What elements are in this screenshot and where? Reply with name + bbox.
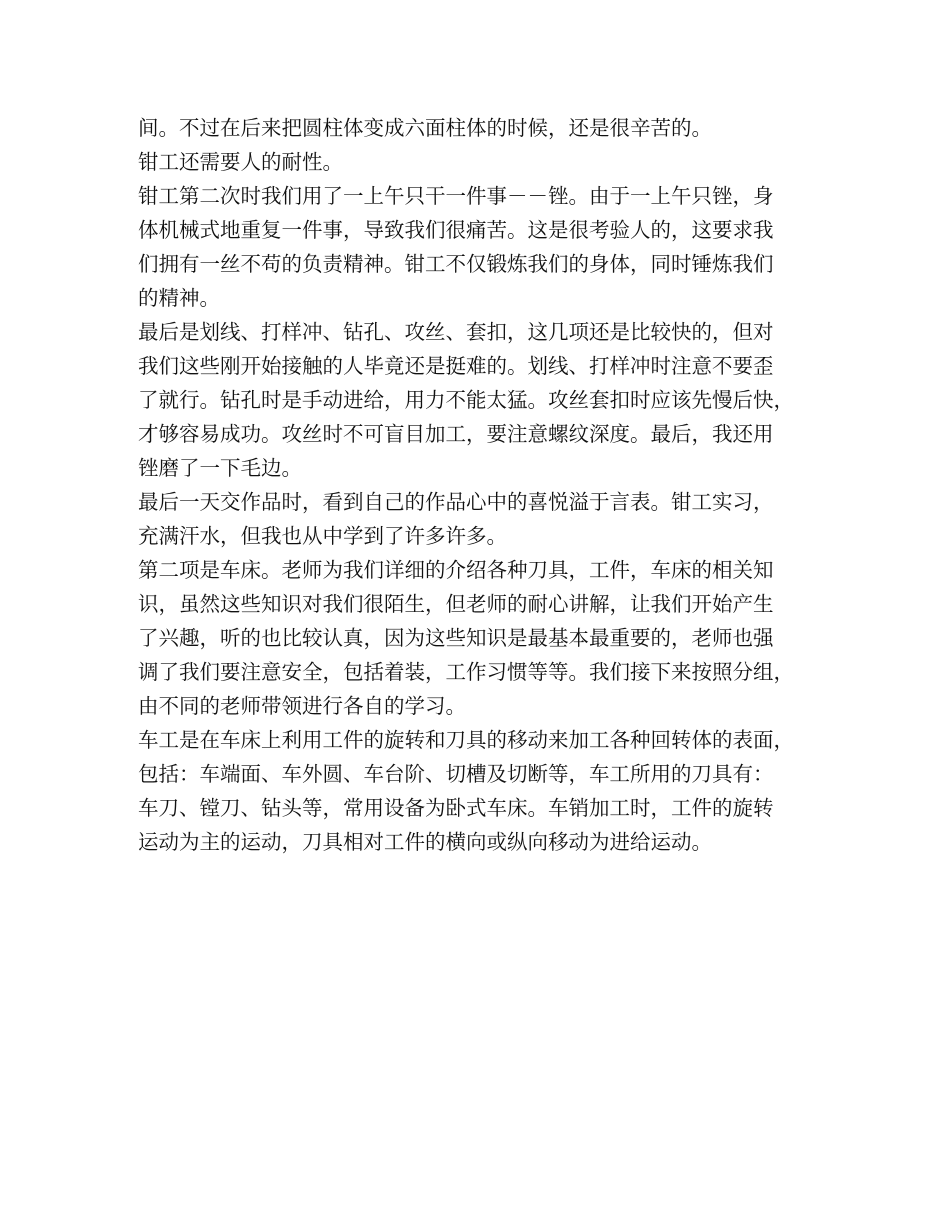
paragraph-1: 间。不过在后来把圆柱体变成六面柱体的时候，还是很辛苦的。 (138, 116, 712, 140)
paragraph-3: 钳工第二次时我们用了一上午只干一件事－－锉。由于一上午只锉，身 体机械式地重复一件事，导致我们很痛苦。这是很考验人的，这要求我 们拥有一丝不苟的负责精神。钳工不仅锻炼我们的身体，同时锤炼我们 的精神。 (138, 184, 774, 310)
paragraph-7: 车工是在车床上利用工件的旋转和刀具的移动来加工各种回转体的表面， 包括：车端面、车外圆、车台阶、切槽及切断等，车工所用的刀具有： 车刀、镗刀、钻头等，常用设备为卧式车床。车销加工时，工件的旋转 运动为主的运动，刀具相对工件的横向或纵向移动为进给运动。 (138, 728, 794, 854)
paragraph-2: 钳工还需要人的耐性。 (138, 150, 343, 174)
paragraph-6: 第二项是车床。老师为我们详细的介绍各种刀具，工件，车床的相关知 识，虽然这些知识对我们很陌生，但老师的耐心讲解，让我们开始产生 了兴趣，听的也比较认真，因为这些知识是最基本最重要的，老师也强 调了我们要注意安全，包括着装，工作习惯等等。我们接下来按照分组， 由不同的老师带领进行各自的学习。 (138, 558, 794, 718)
document-body (138, 111, 818, 859)
paragraph-4: 最后是划线、打样冲、钻孔、攻丝、套扣，这几项还是比较快的，但对 我们这些刚开始接触的人毕竟还是挺难的。划线、打样冲时注意不要歪 了就行。钻孔时是手动进给，用力不能太猛。攻丝套扣时应该先慢后快， 才够容易成功。攻丝时不可盲目加工，要注意螺纹深度。最后，我还用 锉磨了一下毛边。 (138, 320, 794, 480)
paragraph-5: 最后一天交作品时，看到自己的作品心中的喜悦溢于言表。钳工实习， 充满汗水，但我也从中学到了许多许多。 (138, 490, 774, 548)
